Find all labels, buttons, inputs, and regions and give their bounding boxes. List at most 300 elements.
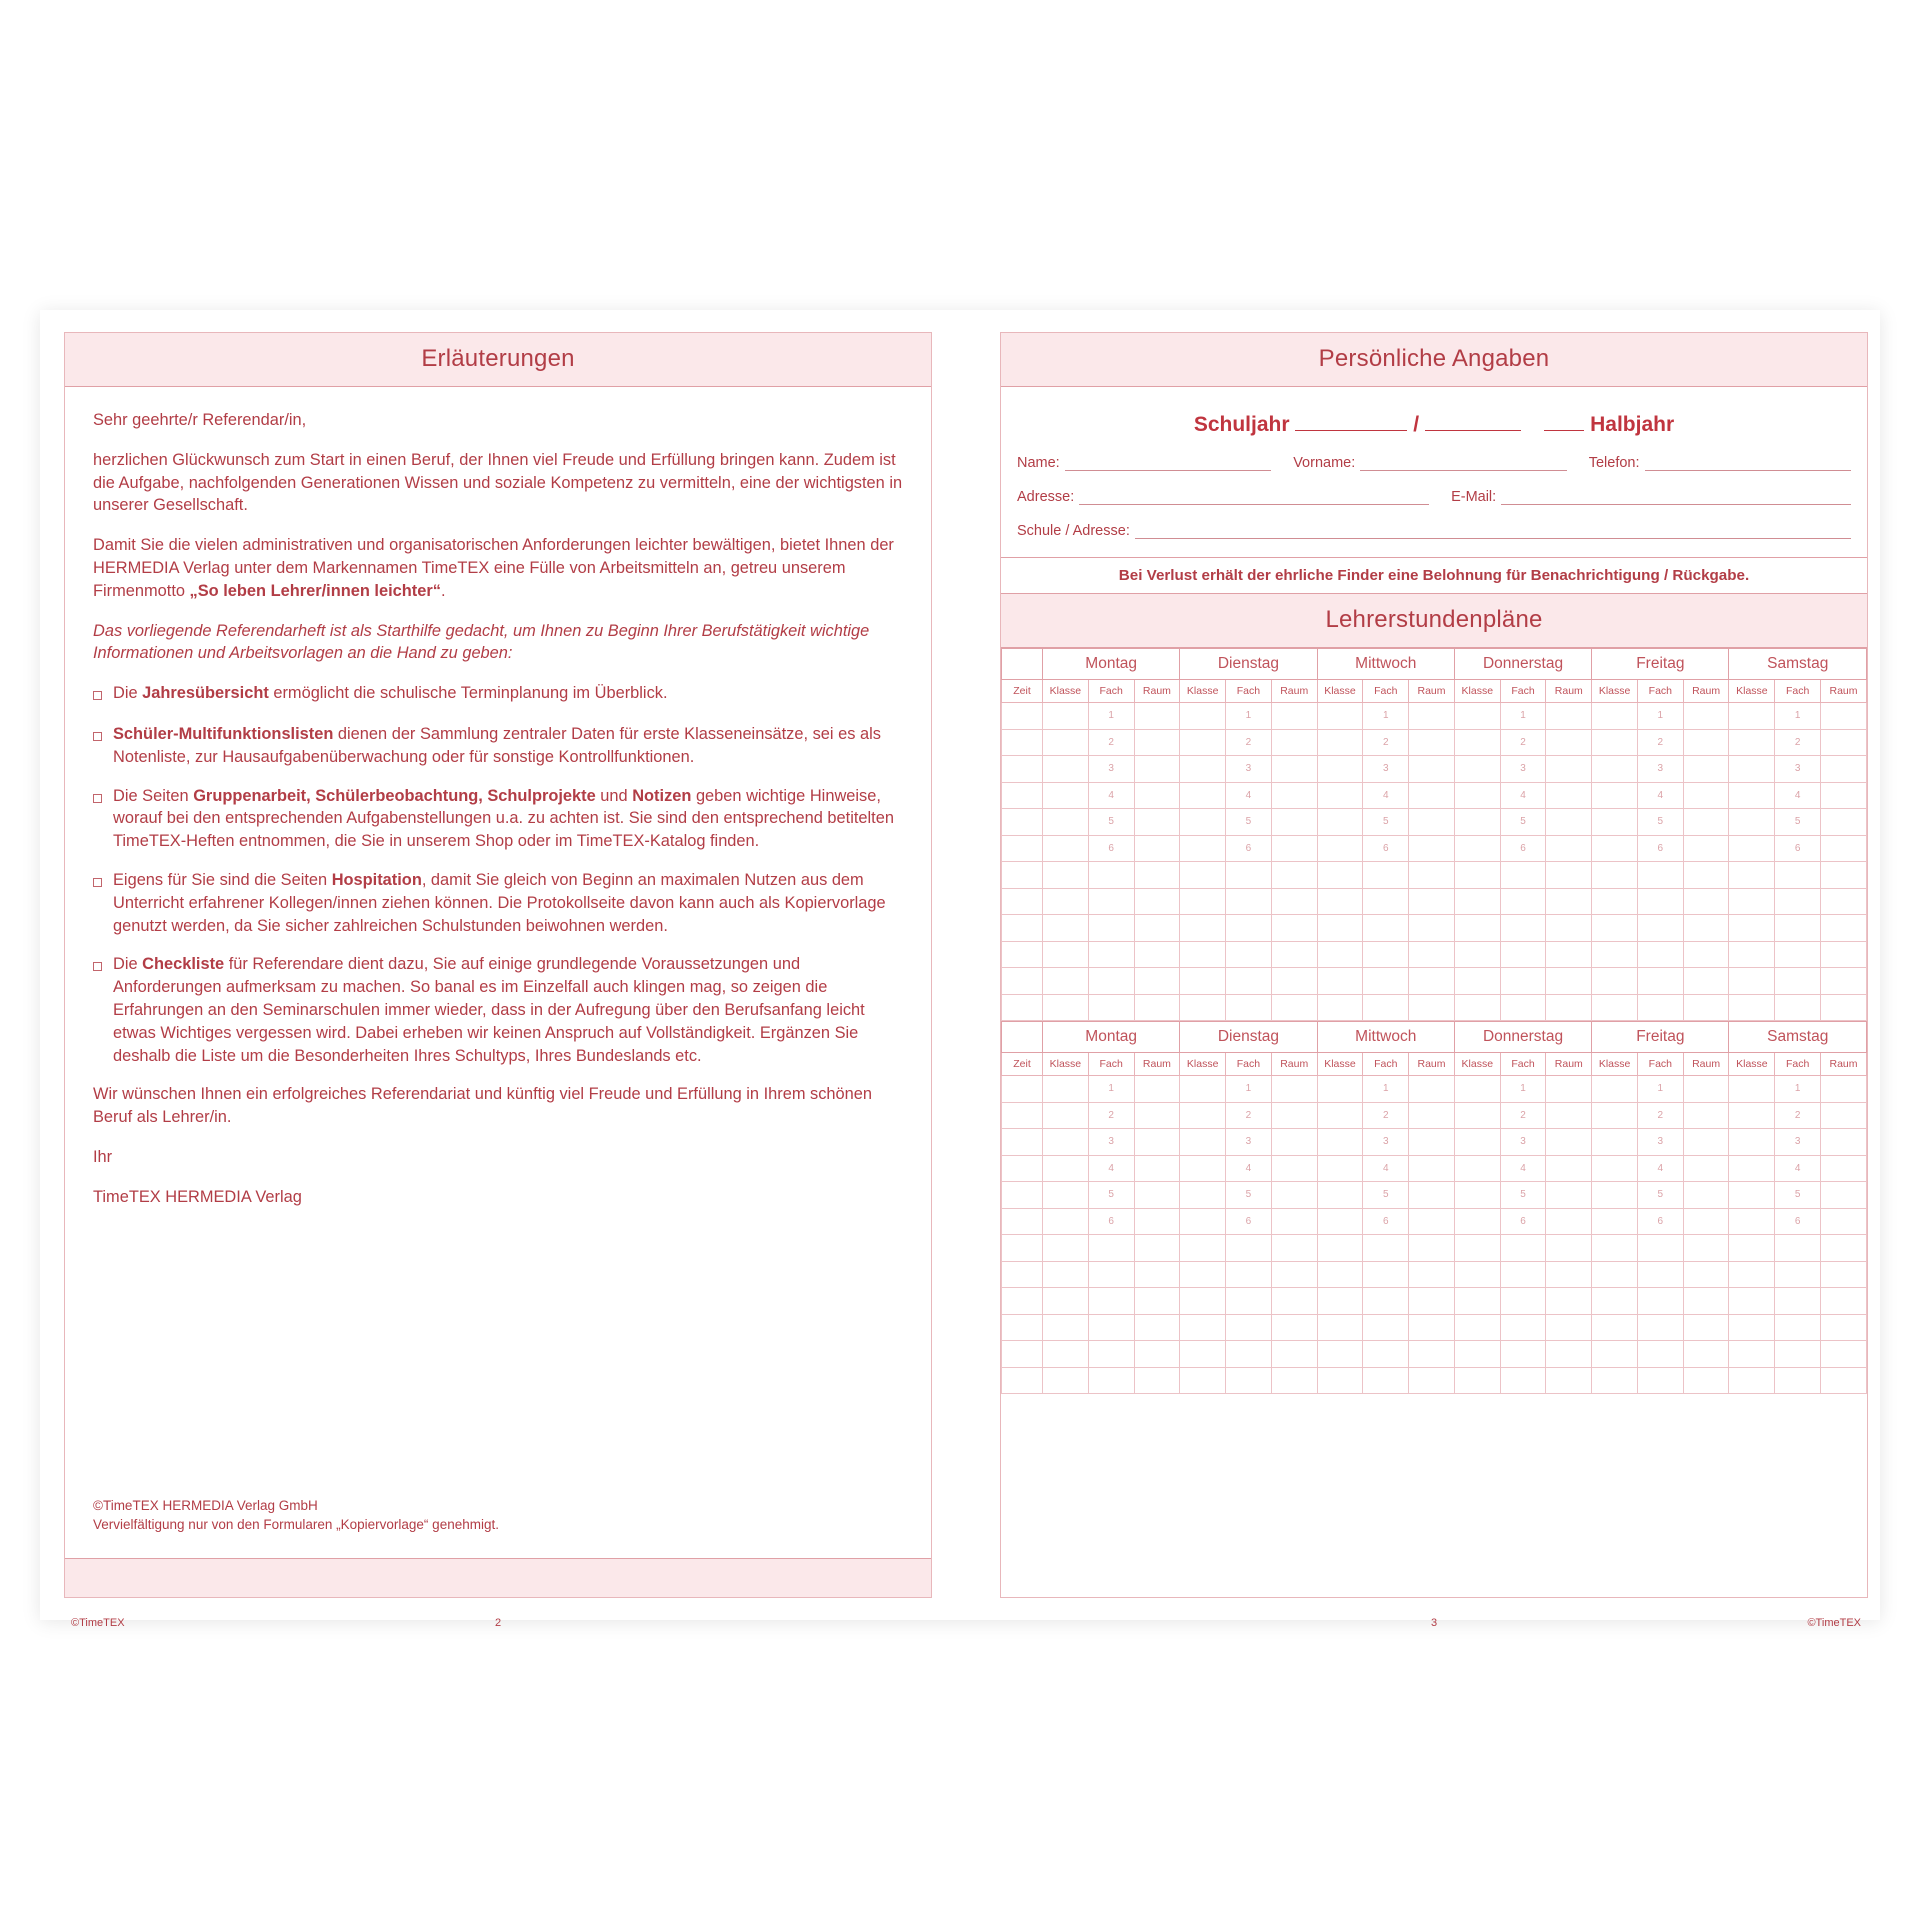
timetable-hour-number-cell[interactable]: 2 [1637,729,1683,756]
timetable-cell[interactable] [1775,1314,1821,1341]
timetable-cell[interactable] [1729,968,1775,995]
timetable-cell[interactable] [1226,1367,1272,1394]
timetable-cell[interactable] [1043,1235,1089,1262]
timetable-hour-number-cell[interactable]: 6 [1363,1208,1409,1235]
timetable-cell[interactable] [1409,994,1455,1021]
timetable-cell[interactable] [1043,915,1089,942]
timetable-cell[interactable] [1729,1314,1775,1341]
timetable-time-cell[interactable] [1002,782,1043,809]
timetable-cell[interactable] [1409,782,1455,809]
timetable-time-cell[interactable] [1002,1129,1043,1156]
timetable-cell[interactable] [1500,941,1546,968]
timetable-cell[interactable] [1271,1102,1317,1129]
timetable-cell[interactable] [1683,915,1729,942]
timetable-cell[interactable] [1409,862,1455,889]
timetable-cell[interactable] [1683,809,1729,836]
timetable-cell[interactable] [1043,756,1089,783]
timetable-time-cell[interactable] [1002,1076,1043,1103]
timetable-cell[interactable] [1317,1182,1363,1209]
timetable-cell[interactable] [1043,1182,1089,1209]
timetable-cell[interactable] [1546,729,1592,756]
timetable-cell[interactable] [1775,1341,1821,1368]
timetable-hour-number-cell[interactable]: 2 [1363,1102,1409,1129]
timetable-hour-number-cell[interactable]: 6 [1226,835,1272,862]
timetable-time-cell[interactable] [1002,1182,1043,1209]
timetable-hour-number-cell[interactable]: 1 [1500,703,1546,730]
timetable-cell[interactable] [1363,862,1409,889]
timetable-cell[interactable] [1271,915,1317,942]
timetable-cell[interactable] [1683,1288,1729,1315]
timetable-cell[interactable] [1363,1341,1409,1368]
timetable-time-cell[interactable] [1002,1208,1043,1235]
timetable-hour-number-cell[interactable]: 1 [1226,1076,1272,1103]
timetable-cell[interactable] [1134,1288,1180,1315]
timetable-cell[interactable] [1592,1261,1638,1288]
timetable-hour-number-cell[interactable]: 6 [1500,1208,1546,1235]
timetable-cell[interactable] [1317,1367,1363,1394]
timetable-time-cell[interactable] [1002,703,1043,730]
timetable-cell[interactable] [1729,1182,1775,1209]
timetable-cell[interactable] [1271,782,1317,809]
timetable-cell[interactable] [1775,1288,1821,1315]
timetable-cell[interactable] [1592,1208,1638,1235]
timetable-cell[interactable] [1317,1341,1363,1368]
timetable-cell[interactable] [1363,941,1409,968]
timetable-hour-number-cell[interactable]: 3 [1775,1129,1821,1156]
timetable-hour-number-cell[interactable]: 6 [1775,835,1821,862]
timetable-cell[interactable] [1409,1261,1455,1288]
timetable-cell[interactable] [1363,1367,1409,1394]
timetable-hour-number-cell[interactable]: 4 [1775,782,1821,809]
timetable-cell[interactable] [1637,1288,1683,1315]
timetable-cell[interactable] [1729,1288,1775,1315]
timetable-hour-number-cell[interactable]: 6 [1226,1208,1272,1235]
timetable-hour-number-cell[interactable]: 2 [1500,729,1546,756]
timetable-cell[interactable] [1775,888,1821,915]
timetable-cell[interactable] [1592,1155,1638,1182]
timetable-cell[interactable] [1729,1155,1775,1182]
timetable-hour-number-cell[interactable]: 1 [1088,703,1134,730]
timetable-cell[interactable] [1637,968,1683,995]
timetable-cell[interactable] [1180,756,1226,783]
timetable-cell[interactable] [1180,782,1226,809]
timetable-cell[interactable] [1271,1235,1317,1262]
timetable-cell[interactable] [1546,862,1592,889]
timetable-cell[interactable] [1592,968,1638,995]
timetable-cell[interactable] [1088,1261,1134,1288]
timetable-cell[interactable] [1500,888,1546,915]
timetable-cell[interactable] [1271,1182,1317,1209]
timetable-cell[interactable] [1180,915,1226,942]
timetable-cell[interactable] [1317,1208,1363,1235]
timetable-hour-number-cell[interactable]: 4 [1500,782,1546,809]
timetable-cell[interactable] [1317,941,1363,968]
timetable-cell[interactable] [1821,1182,1867,1209]
timetable-cell[interactable] [1546,915,1592,942]
timetable-cell[interactable] [1134,703,1180,730]
timetable-cell[interactable] [1454,835,1500,862]
timetable-cell[interactable] [1409,1235,1455,1262]
timetable-cell[interactable] [1821,1341,1867,1368]
timetable-cell[interactable] [1409,888,1455,915]
timetable-cell[interactable] [1821,1102,1867,1129]
timetable-cell[interactable] [1363,888,1409,915]
timetable-cell[interactable] [1637,1341,1683,1368]
timetable-cell[interactable] [1454,729,1500,756]
timetable-hour-number-cell[interactable]: 5 [1775,809,1821,836]
timetable-cell[interactable] [1821,968,1867,995]
timetable-cell[interactable] [1454,703,1500,730]
timetable-time-cell[interactable] [1002,756,1043,783]
timetable-cell[interactable] [1454,1208,1500,1235]
timetable-cell[interactable] [1271,1076,1317,1103]
timetable-cell[interactable] [1592,1102,1638,1129]
timetable-cell[interactable] [1592,835,1638,862]
timetable-cell[interactable] [1226,1261,1272,1288]
timetable-cell[interactable] [1271,1288,1317,1315]
schuljahr-from-input[interactable] [1295,413,1407,431]
timetable-cell[interactable] [1226,1235,1272,1262]
timetable-cell[interactable] [1363,1288,1409,1315]
timetable-hour-number-cell[interactable]: 1 [1775,1076,1821,1103]
timetable-cell[interactable] [1317,1314,1363,1341]
timetable-hour-number-cell[interactable]: 6 [1088,1208,1134,1235]
timetable-cell[interactable] [1775,1261,1821,1288]
timetable-cell[interactable] [1134,1314,1180,1341]
timetable-cell[interactable] [1821,941,1867,968]
timetable-cell[interactable] [1454,1155,1500,1182]
timetable-hour-number-cell[interactable]: 2 [1775,729,1821,756]
timetable-cell[interactable] [1775,968,1821,995]
timetable-cell[interactable] [1317,915,1363,942]
timetable-cell[interactable] [1500,1288,1546,1315]
timetable-hour-number-cell[interactable]: 5 [1637,1182,1683,1209]
timetable-cell[interactable] [1546,756,1592,783]
timetable-cell[interactable] [1271,862,1317,889]
timetable-cell[interactable] [1363,1261,1409,1288]
timetable-cell[interactable] [1775,915,1821,942]
timetable-hour-number-cell[interactable]: 1 [1637,1076,1683,1103]
timetable-cell[interactable] [1409,1314,1455,1341]
timetable-cell[interactable] [1546,809,1592,836]
timetable-cell[interactable] [1454,1102,1500,1129]
timetable-cell[interactable] [1317,756,1363,783]
timetable-cell[interactable] [1592,1367,1638,1394]
timetable-cell[interactable] [1821,1076,1867,1103]
timetable-hour-number-cell[interactable]: 2 [1363,729,1409,756]
timetable-cell[interactable] [1729,1208,1775,1235]
timetable-cell[interactable] [1317,835,1363,862]
input-telefon[interactable] [1645,455,1851,471]
timetable-cell[interactable] [1180,994,1226,1021]
timetable-hour-number-cell[interactable]: 2 [1226,1102,1272,1129]
timetable-cell[interactable] [1134,835,1180,862]
timetable-cell[interactable] [1592,915,1638,942]
timetable-hour-number-cell[interactable]: 4 [1363,782,1409,809]
timetable-hour-number-cell[interactable]: 5 [1226,809,1272,836]
timetable-cell[interactable] [1180,1076,1226,1103]
timetable-cell[interactable] [1088,862,1134,889]
timetable-cell[interactable] [1637,915,1683,942]
timetable-cell[interactable] [1317,1261,1363,1288]
timetable-hour-number-cell[interactable]: 4 [1637,1155,1683,1182]
timetable-cell[interactable] [1592,756,1638,783]
timetable-cell[interactable] [1043,1129,1089,1156]
timetable-cell[interactable] [1180,1182,1226,1209]
timetable-hour-number-cell[interactable]: 3 [1226,756,1272,783]
timetable-cell[interactable] [1363,1235,1409,1262]
timetable-cell[interactable] [1180,1102,1226,1129]
timetable-cell[interactable] [1317,1102,1363,1129]
timetable-cell[interactable] [1729,703,1775,730]
timetable-cell[interactable] [1409,1288,1455,1315]
timetable-cell[interactable] [1043,1155,1089,1182]
timetable-cell[interactable] [1546,835,1592,862]
timetable-hour-number-cell[interactable]: 6 [1637,1208,1683,1235]
timetable-cell[interactable] [1729,862,1775,889]
timetable-cell[interactable] [1683,782,1729,809]
timetable-cell[interactable] [1180,1261,1226,1288]
timetable-cell[interactable] [1317,968,1363,995]
timetable-cell[interactable] [1500,994,1546,1021]
timetable-cell[interactable] [1409,1182,1455,1209]
timetable-cell[interactable] [1180,1367,1226,1394]
timetable-cell[interactable] [1180,862,1226,889]
timetable-cell[interactable] [1546,1261,1592,1288]
timetable-cell[interactable] [1226,888,1272,915]
timetable-cell[interactable] [1409,941,1455,968]
timetable-cell[interactable] [1134,968,1180,995]
timetable-cell[interactable] [1775,1235,1821,1262]
timetable-cell[interactable] [1043,1076,1089,1103]
timetable-cell[interactable] [1043,862,1089,889]
timetable-cell[interactable] [1546,1129,1592,1156]
timetable-cell[interactable] [1454,1288,1500,1315]
timetable-cell[interactable] [1271,888,1317,915]
timetable-hour-number-cell[interactable]: 5 [1226,1182,1272,1209]
timetable-time-cell[interactable] [1002,968,1043,995]
timetable-cell[interactable] [1454,782,1500,809]
timetable-time-cell[interactable] [1002,1288,1043,1315]
timetable-cell[interactable] [1500,862,1546,889]
timetable-cell[interactable] [1821,1129,1867,1156]
timetable-cell[interactable] [1317,782,1363,809]
timetable-cell[interactable] [1683,968,1729,995]
timetable-cell[interactable] [1546,968,1592,995]
timetable-cell[interactable] [1226,1314,1272,1341]
timetable-cell[interactable] [1775,941,1821,968]
timetable-cell[interactable] [1134,941,1180,968]
timetable-cell[interactable] [1409,756,1455,783]
timetable-cell[interactable] [1454,915,1500,942]
timetable-cell[interactable] [1043,1341,1089,1368]
timetable-cell[interactable] [1180,1235,1226,1262]
timetable-cell[interactable] [1317,1235,1363,1262]
timetable-cell[interactable] [1546,888,1592,915]
timetable-cell[interactable] [1592,1235,1638,1262]
timetable-hour-number-cell[interactable]: 4 [1775,1155,1821,1182]
timetable-cell[interactable] [1821,1367,1867,1394]
timetable-hour-number-cell[interactable]: 3 [1500,756,1546,783]
timetable-cell[interactable] [1271,1129,1317,1156]
timetable-time-cell[interactable] [1002,941,1043,968]
timetable-cell[interactable] [1180,729,1226,756]
timetable-hour-number-cell[interactable]: 2 [1637,1102,1683,1129]
timetable-cell[interactable] [1592,1076,1638,1103]
timetable-cell[interactable] [1546,1367,1592,1394]
timetable-cell[interactable] [1729,782,1775,809]
timetable-cell[interactable] [1226,994,1272,1021]
timetable-cell[interactable] [1683,729,1729,756]
timetable-cell[interactable] [1729,994,1775,1021]
timetable-cell[interactable] [1729,1102,1775,1129]
timetable-cell[interactable] [1821,756,1867,783]
timetable-cell[interactable] [1683,1076,1729,1103]
timetable-cell[interactable] [1088,1235,1134,1262]
timetable-cell[interactable] [1088,968,1134,995]
timetable-cell[interactable] [1454,1314,1500,1341]
timetable-cell[interactable] [1821,809,1867,836]
timetable-cell[interactable] [1317,888,1363,915]
timetable-cell[interactable] [1043,835,1089,862]
timetable-cell[interactable] [1088,1367,1134,1394]
timetable-hour-number-cell[interactable]: 4 [1088,782,1134,809]
timetable-cell[interactable] [1821,1208,1867,1235]
timetable-cell[interactable] [1683,1341,1729,1368]
timetable-cell[interactable] [1134,1341,1180,1368]
timetable-cell[interactable] [1271,1314,1317,1341]
timetable-cell[interactable] [1821,888,1867,915]
timetable-cell[interactable] [1821,1235,1867,1262]
timetable-cell[interactable] [1683,862,1729,889]
schuljahr-to-input[interactable] [1425,413,1521,431]
timetable-cell[interactable] [1226,1341,1272,1368]
timetable-hour-number-cell[interactable]: 1 [1500,1076,1546,1103]
timetable-cell[interactable] [1500,915,1546,942]
timetable-cell[interactable] [1271,809,1317,836]
timetable-cell[interactable] [1546,1235,1592,1262]
timetable-cell[interactable] [1317,1288,1363,1315]
timetable-hour-number-cell[interactable]: 5 [1363,809,1409,836]
timetable-cell[interactable] [1592,1129,1638,1156]
timetable-cell[interactable] [1271,756,1317,783]
timetable-hour-number-cell[interactable]: 2 [1088,1102,1134,1129]
timetable-cell[interactable] [1683,1367,1729,1394]
timetable-cell[interactable] [1317,862,1363,889]
timetable-hour-number-cell[interactable]: 4 [1088,1155,1134,1182]
timetable-cell[interactable] [1683,994,1729,1021]
timetable-cell[interactable] [1729,941,1775,968]
halbjahr-input[interactable] [1544,413,1584,431]
timetable-cell[interactable] [1409,1155,1455,1182]
timetable-time-cell[interactable] [1002,1235,1043,1262]
timetable-cell[interactable] [1043,1314,1089,1341]
timetable-cell[interactable] [1409,1208,1455,1235]
timetable-cell[interactable] [1226,941,1272,968]
timetable-cell[interactable] [1546,1341,1592,1368]
timetable-cell[interactable] [1180,835,1226,862]
timetable-cell[interactable] [1683,703,1729,730]
timetable-cell[interactable] [1180,968,1226,995]
timetable-cell[interactable] [1134,1076,1180,1103]
timetable-cell[interactable] [1454,1235,1500,1262]
timetable-time-cell[interactable] [1002,994,1043,1021]
timetable-cell[interactable] [1729,1235,1775,1262]
timetable-cell[interactable] [1637,888,1683,915]
timetable-cell[interactable] [1271,703,1317,730]
input-schule[interactable] [1135,523,1851,539]
timetable-hour-number-cell[interactable]: 2 [1226,729,1272,756]
timetable-hour-number-cell[interactable]: 1 [1775,703,1821,730]
timetable-cell[interactable] [1271,1341,1317,1368]
timetable-cell[interactable] [1317,809,1363,836]
timetable-cell[interactable] [1592,862,1638,889]
timetable-hour-number-cell[interactable]: 5 [1088,809,1134,836]
timetable-hour-number-cell[interactable]: 1 [1363,1076,1409,1103]
timetable-cell[interactable] [1729,1261,1775,1288]
timetable-cell[interactable] [1134,1182,1180,1209]
timetable-hour-number-cell[interactable]: 1 [1226,703,1272,730]
timetable-cell[interactable] [1043,729,1089,756]
timetable-hour-number-cell[interactable]: 6 [1775,1208,1821,1235]
timetable-cell[interactable] [1546,1208,1592,1235]
timetable-time-cell[interactable] [1002,729,1043,756]
timetable-hour-number-cell[interactable]: 3 [1088,1129,1134,1156]
timetable-cell[interactable] [1821,703,1867,730]
timetable-cell[interactable] [1592,1314,1638,1341]
timetable-cell[interactable] [1134,915,1180,942]
timetable-cell[interactable] [1454,1129,1500,1156]
timetable-cell[interactable] [1500,1261,1546,1288]
timetable-cell[interactable] [1546,1076,1592,1103]
timetable-cell[interactable] [1729,809,1775,836]
timetable-time-cell[interactable] [1002,915,1043,942]
timetable-cell[interactable] [1317,1129,1363,1156]
timetable-cell[interactable] [1409,1102,1455,1129]
timetable-cell[interactable] [1454,756,1500,783]
timetable-cell[interactable] [1088,915,1134,942]
timetable-cell[interactable] [1043,809,1089,836]
timetable-cell[interactable] [1454,994,1500,1021]
timetable-cell[interactable] [1363,968,1409,995]
timetable-time-cell[interactable] [1002,1155,1043,1182]
timetable-hour-number-cell[interactable]: 4 [1500,1155,1546,1182]
timetable-hour-number-cell[interactable]: 4 [1637,782,1683,809]
timetable-hour-number-cell[interactable]: 3 [1088,756,1134,783]
timetable-hour-number-cell[interactable]: 6 [1500,835,1546,862]
timetable-cell[interactable] [1088,888,1134,915]
timetable-hour-number-cell[interactable]: 3 [1775,756,1821,783]
timetable-cell[interactable] [1821,729,1867,756]
timetable-cell[interactable] [1683,1235,1729,1262]
timetable-cell[interactable] [1546,703,1592,730]
timetable-cell[interactable] [1546,1288,1592,1315]
timetable-cell[interactable] [1775,994,1821,1021]
timetable-hour-number-cell[interactable]: 5 [1363,1182,1409,1209]
timetable-cell[interactable] [1043,1261,1089,1288]
timetable-hour-number-cell[interactable]: 2 [1500,1102,1546,1129]
timetable-hour-number-cell[interactable]: 3 [1500,1129,1546,1156]
timetable-cell[interactable] [1592,1341,1638,1368]
timetable-cell[interactable] [1454,862,1500,889]
timetable-cell[interactable] [1134,1129,1180,1156]
timetable-cell[interactable] [1637,994,1683,1021]
timetable-cell[interactable] [1683,1208,1729,1235]
timetable-cell[interactable] [1592,941,1638,968]
timetable-cell[interactable] [1043,1288,1089,1315]
timetable-cell[interactable] [1775,862,1821,889]
timetable-cell[interactable] [1134,888,1180,915]
